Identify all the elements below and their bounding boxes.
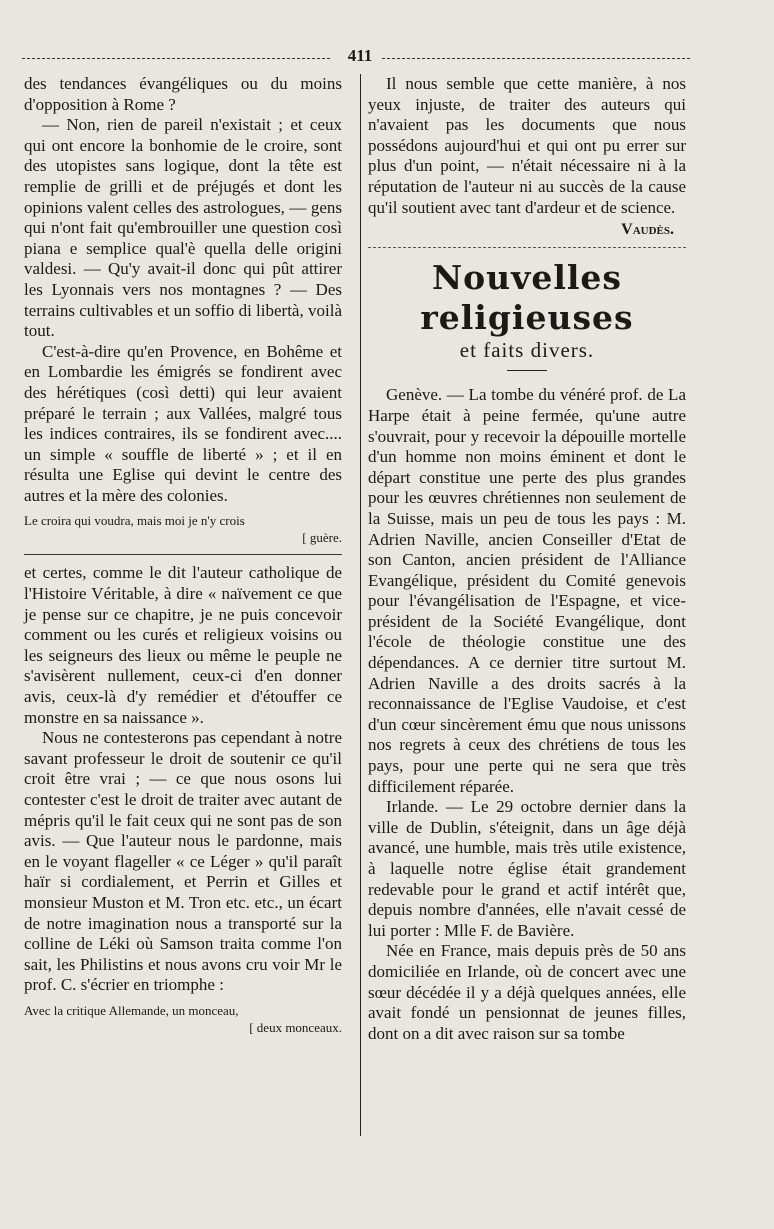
paragraph: des tendances évangéliques ou du moins d'opposition à Rome ? [24,74,342,114]
page-header [22,46,690,68]
right-column [368,74,686,1044]
footnote-rule [24,554,342,555]
header-rule-right [382,58,690,59]
footnote-end: [ guère. [302,530,342,546]
section-title: Nouvelles religieuses [420,257,634,337]
paragraph: — Non, rien de pareil n'existait ; et ceux qui ont encore la bonhomie de le croire, sont des utopistes sans logique, dont la tête est remplie de grilli et de préjugés et dont les opinions valent celles des astrologues, — gens qui n'ont fait qu'embrouiller une question così piana e semplice qual'è quella delle origini valdesi. — Qu'y avait-il donc qui pût attirer les Lyonnais vers nos montagnes ? — Des terrains cultivables et un soffio di libertà, voilà tout. [24,115,342,341]
paragraph: Il nous semble que cette manière, à nos yeux injuste, de traiter des auteurs qui n'avaient pas les documents que nous possédons aujourd'hui et qui ont pu errer sur plus d'un point, — n'était nécessaire ni à la réputation de l'auteur ni au succès de la cause qu'il soutient avec tant d'ardeur et de science. [368,74,686,217]
footnote-end: [ deux monceaux. [249,1019,342,1035]
footnote [24,512,342,546]
paragraph: C'est-à-dire qu'en Provence, en Bohême et en Lombardie les émigrés se fondirent avec des hérétiques (così detti) qui leur avaient préparé le terrain ; aux Vallées, malgré tous les indices contraires, ils se fondirent avec.... un simple « souffle de liberté » ; et il en résulta une Eglise qui devint le centre des autres et la mère des colonies. [24,341,342,505]
footnote-text: Le croira qui voudra, mais moi je n'y crois [24,513,245,529]
footnote-text: Avec la critique Allemande, un monceau, [24,1002,239,1018]
section-subtitle: et faits divers. [459,337,595,362]
news-item: Genève. — La tombe du vénéré prof. de La Harpe était à peine fermée, qu'une autre s'ouvrait, pour y recevoir la dépouille mortelle d'un homme non moins éminent et dont le départ constitue une perte des plus grandes pour les œuvres chrétiennes non seulement de la Suisse, mais un peu de tous les pays : M. Adrien Naville, ancien Conseiller d'Etat de son Canton, ancien président de l'Alliance Evangélique, président du Comité genevois pour l'évangélisation de l'Espagne, et vice-président de la Société Evangélique, dont l'école de théologie constitue une des dépendances. A ce dernier titre surtout M. Adrien Naville a des droits sacrés à la reconnaissance de l'Eglise Vaudoise, et c'est d'un cœur sincèrement ému que nous unissons nos regrets à ceux des chrétiens de tous les pays, pour une perte qui ne sera que très difficilement réparée. [368,385,686,796]
news-item: Née en France, mais depuis près de 50 ans domiciliée en Irlande, où de concert avec une sœur décédée il y a déjà quelques années, elle avait fondé un pensionnat de jeunes filles, dont on a dit avec raison sur sa tombe [368,941,686,1043]
paragraph: Nous ne contesterons pas cependant à notre savant professeur le droit de soutenir ce qu'il croit être vrai ; — ce que nous osons lui contester c'est le droit de traiter avec autant de mépris qu'il le fait ceux qui ne sont pas de son avis. — Que l'auteur nous le pardonne, mais en le voyant flageller « ce Léger » qu'il paraît haïr si cordialement, et Perrin et Gilles et monsieur Muston et M. Tron etc. etc., un écart de notre imagination nous a transporté sur la colline de Léki où Samson traita comme l'on sait, les Philistins et nous avons cru voir Mr le prof. C. s'écrier en triomphe : [24,728,342,995]
page-number: 411 [347,46,373,65]
header-rule-left [22,58,330,59]
column-divider [360,74,361,1136]
signature: Vaudès. [621,221,674,239]
paragraph: et certes, comme le dit l'auteur catholique de l'Histoire Véritable, à dire « naïvement ce que je pense sur ce chapitre, je ne puis concevoir comment ou les curés et religieux voisins ou les seigneurs des lieux ou même le peuple ne s'avisèrent nullement, ceux-ci d'en donner avis, ceux-là d'y remédier et d'étouffer ce monstre en sa naissance ». [24,563,342,727]
footnote [24,1002,342,1036]
section-separator [368,247,686,248]
short-rule [507,370,547,371]
left-column [24,74,342,1044]
news-item: Irlande. — Le 29 octobre dernier dans la ville de Dublin, s'éteignit, dans un âge déjà avancé, une humble, mais très utile existence, à laquelle notre église était grandement redevable pour le grand et actif intérêt que, depuis nombre d'années, elle n'avait cessé de lui porter : Mlle F. de Bavière. [368,797,686,940]
